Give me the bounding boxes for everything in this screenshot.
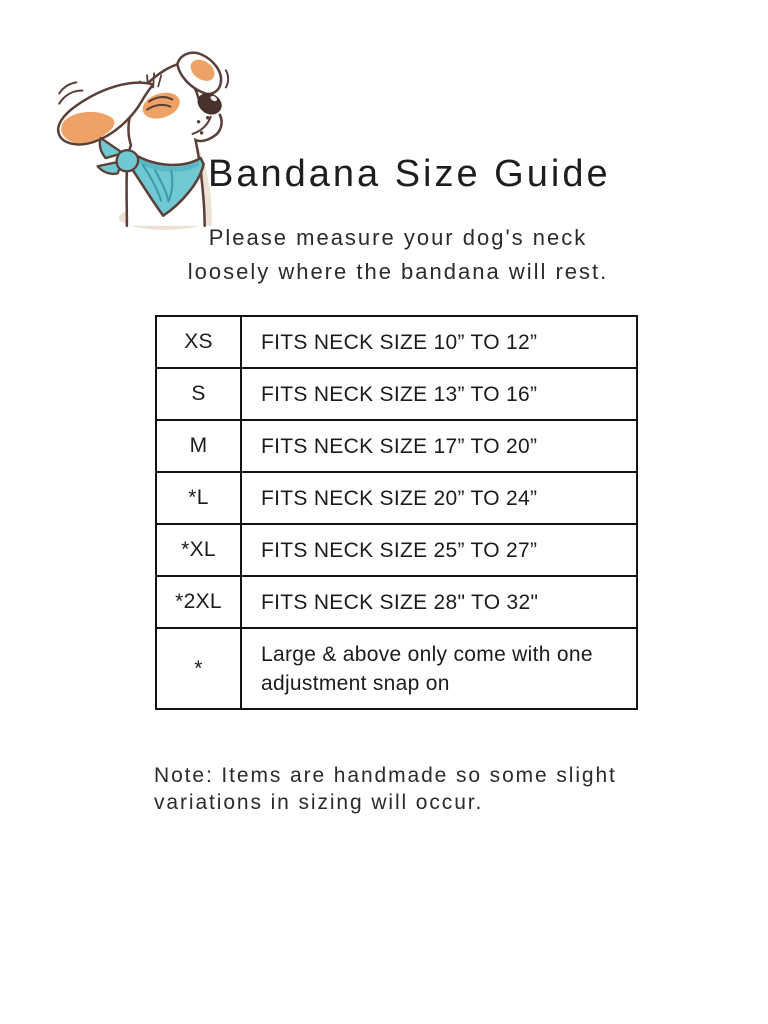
description-cell: FITS NECK SIZE 13” TO 16” [241,368,637,420]
table-row [156,524,637,576]
size-table [155,315,638,710]
description-cell: FITS NECK SIZE 17” TO 20” [241,420,637,472]
size-cell: *2XL [156,576,241,628]
size-cell: *L [156,472,241,524]
size-cell: * [156,628,241,709]
subtitle-line-2: loosely where the bandana will rest. [187,259,609,284]
page-title: Bandana Size Guide [208,153,611,195]
size-cell: *XL [156,524,241,576]
handmade-note [154,762,617,816]
size-cell: XS [156,316,241,368]
table-row [156,368,637,420]
description-cell: FITS NECK SIZE 25” TO 27” [241,524,637,576]
bandana-knot [117,150,138,171]
whisker-dot [206,116,209,119]
description-cell: Large & above only come with one adjustment snap on [241,628,637,709]
subtitle [128,221,668,289]
dog-with-bandana-illustration [38,48,240,240]
whisker-dot [200,131,203,134]
description-cell: FITS NECK SIZE 28" TO 32" [241,576,637,628]
table-row [156,316,637,368]
note-line-2: variations in sizing will occur. [154,791,484,814]
size-cell: M [156,420,241,472]
table-row [156,420,637,472]
whisker-dot [197,120,200,123]
table-row [156,628,637,709]
table-row [156,576,637,628]
subtitle-line-1: Please measure your dog's neck [208,225,588,250]
size-cell: S [156,368,241,420]
description-cell: FITS NECK SIZE 10” TO 12” [241,316,637,368]
note-line-1: Note: Items are handmade so some slight [154,764,617,787]
table-row [156,472,637,524]
description-cell: FITS NECK SIZE 20” TO 24” [241,472,637,524]
